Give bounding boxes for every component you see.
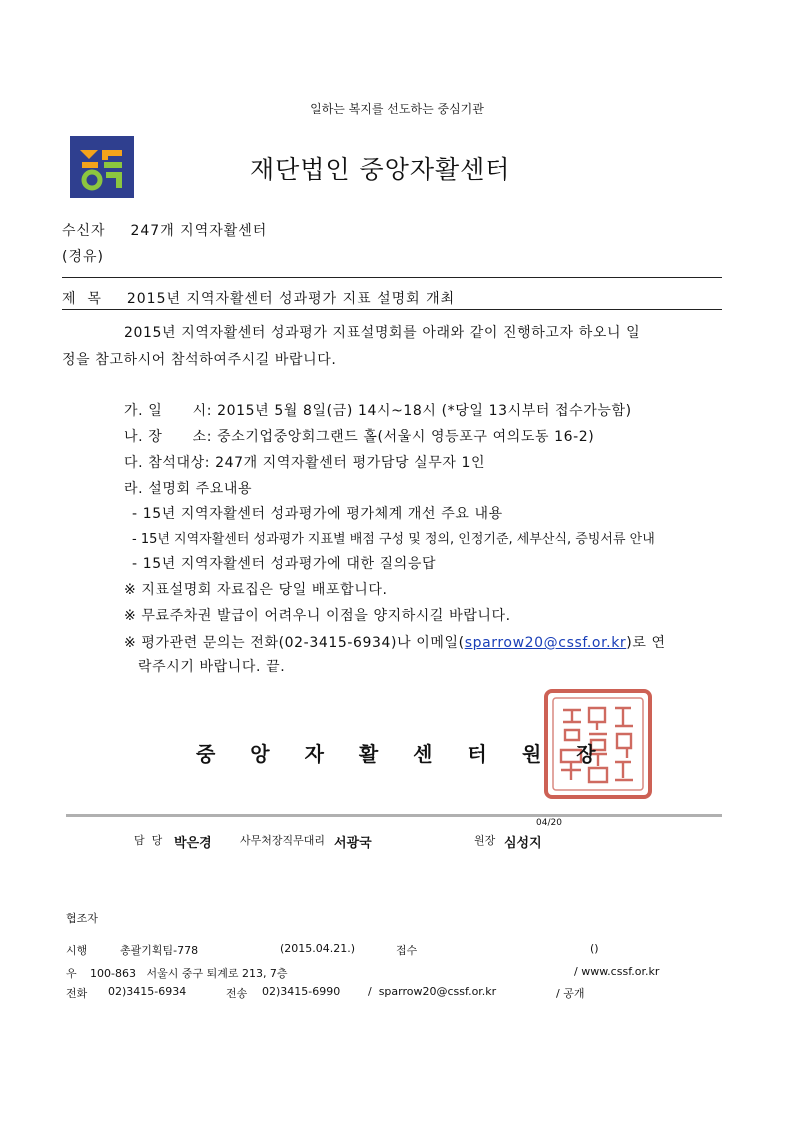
subject-row (62, 288, 455, 308)
footer-email: / sparrow20@cssf.or.kr (368, 985, 497, 998)
approval-head-date: 04/20 (536, 818, 562, 828)
website: / www.cssf.or.kr (574, 965, 660, 978)
execution-number: 총괄기획팀-778 (120, 944, 199, 957)
via-label: (경유) (62, 249, 104, 265)
disclosure-status: / 공개 (556, 987, 585, 1000)
fax-number: 02)3415-6990 (262, 985, 341, 998)
header-divider (62, 277, 722, 278)
content-bullet-1: - 15년 지역자활센터 성과평가에 평가체계 개선 주요 내용 (132, 506, 503, 522)
item-place: 나. 장 소: 중소기업중앙회그랜드 홀(서울시 영등포구 여의도동 16-2) (124, 429, 595, 445)
content-bullet-3: - 15년 지역자활센터 성과평가에 대한 질의응답 (132, 556, 437, 572)
approval-manager-name: 서광국 (334, 836, 372, 851)
approval-head-label: 원장 (474, 834, 496, 847)
subject-label: 제 목 (62, 291, 102, 307)
note-materials: ※ 지표설명회 자료집은 당일 배포합니다. (124, 582, 388, 598)
recipient-label: 수신자 (62, 223, 106, 239)
recipient-value: 247개 지역자활센터 (130, 223, 268, 239)
execution-date: (2015.04.21.) (280, 942, 356, 955)
subject-value: 2015년 지역자활센터 성과평가 지표 설명회 개최 (126, 291, 456, 307)
receipt-label: 접수 (396, 944, 418, 957)
body-line-1: 2015년 지역자활센터 성과평가 지표설명회를 아래와 같이 진행하고자 하오니 일 (124, 325, 641, 341)
note-contact (124, 632, 666, 652)
phone-label: 전화 (66, 987, 88, 1000)
subject-divider (62, 309, 722, 310)
note-parking: ※ 무료주차권 발급이 어려우니 이점을 양지하시길 바랍니다. (124, 608, 511, 624)
execution-label: 시행 (66, 944, 88, 957)
approval-head-name: 심성지 (504, 836, 542, 851)
organization-logo (70, 136, 134, 198)
approval-divider (66, 814, 722, 817)
item-attendees: 다. 참석대상: 247개 지역자활센터 평가담당 실무자 1인 (124, 455, 486, 471)
cooperator-label: 협조자 (66, 912, 98, 925)
item-date: 가. 일 시: 2015년 5월 8일(금) 14시~18시 (*당일 13시부터 접수가능함) (124, 403, 632, 419)
phone-number: 02)3415-6934 (108, 985, 187, 998)
content-bullet-2: - 15년 지역자활센터 성과평가 지표별 배점 구성 및 정의, 인정기준, 세부산식, 증빙서류 안내 (132, 532, 655, 547)
recipient-row (62, 220, 267, 240)
body-line-2: 정을 참고하시어 참석하여주시길 바랍니다. (62, 352, 337, 368)
note-contact-continued: 락주시기 바랍니다. 끝. (138, 659, 286, 675)
postal-address: 100-863 서울시 중구 퇴계로 213, 7층 (90, 967, 288, 980)
contact-suffix: )로 연 (626, 635, 666, 651)
logo-icon (70, 136, 134, 198)
approval-staff-label: 담 당 (134, 834, 163, 847)
motto: 일하는 복지를 선도하는 중심기관 (310, 102, 484, 116)
contact-email-link[interactable]: sparrow20@cssf.or.kr (464, 635, 627, 651)
contact-prefix: ※ 평가관련 문의는 전화(02-3415-6934)나 이메일( (124, 635, 465, 651)
organization-name: 재단법인 중앙자활센터 (250, 155, 511, 184)
postal-label: 우 (66, 967, 77, 980)
sender-title: 원 장 (522, 742, 610, 766)
fax-label: 전송 (226, 987, 248, 1000)
receipt-value: () (590, 942, 599, 955)
approval-manager-label: 사무처장직무대리 (240, 834, 326, 847)
approval-staff-name: 박은경 (174, 836, 212, 851)
item-contents-heading: 라. 설명회 주요내용 (124, 481, 253, 497)
sender-name: 중 앙 자 활 센 터 (196, 742, 501, 766)
